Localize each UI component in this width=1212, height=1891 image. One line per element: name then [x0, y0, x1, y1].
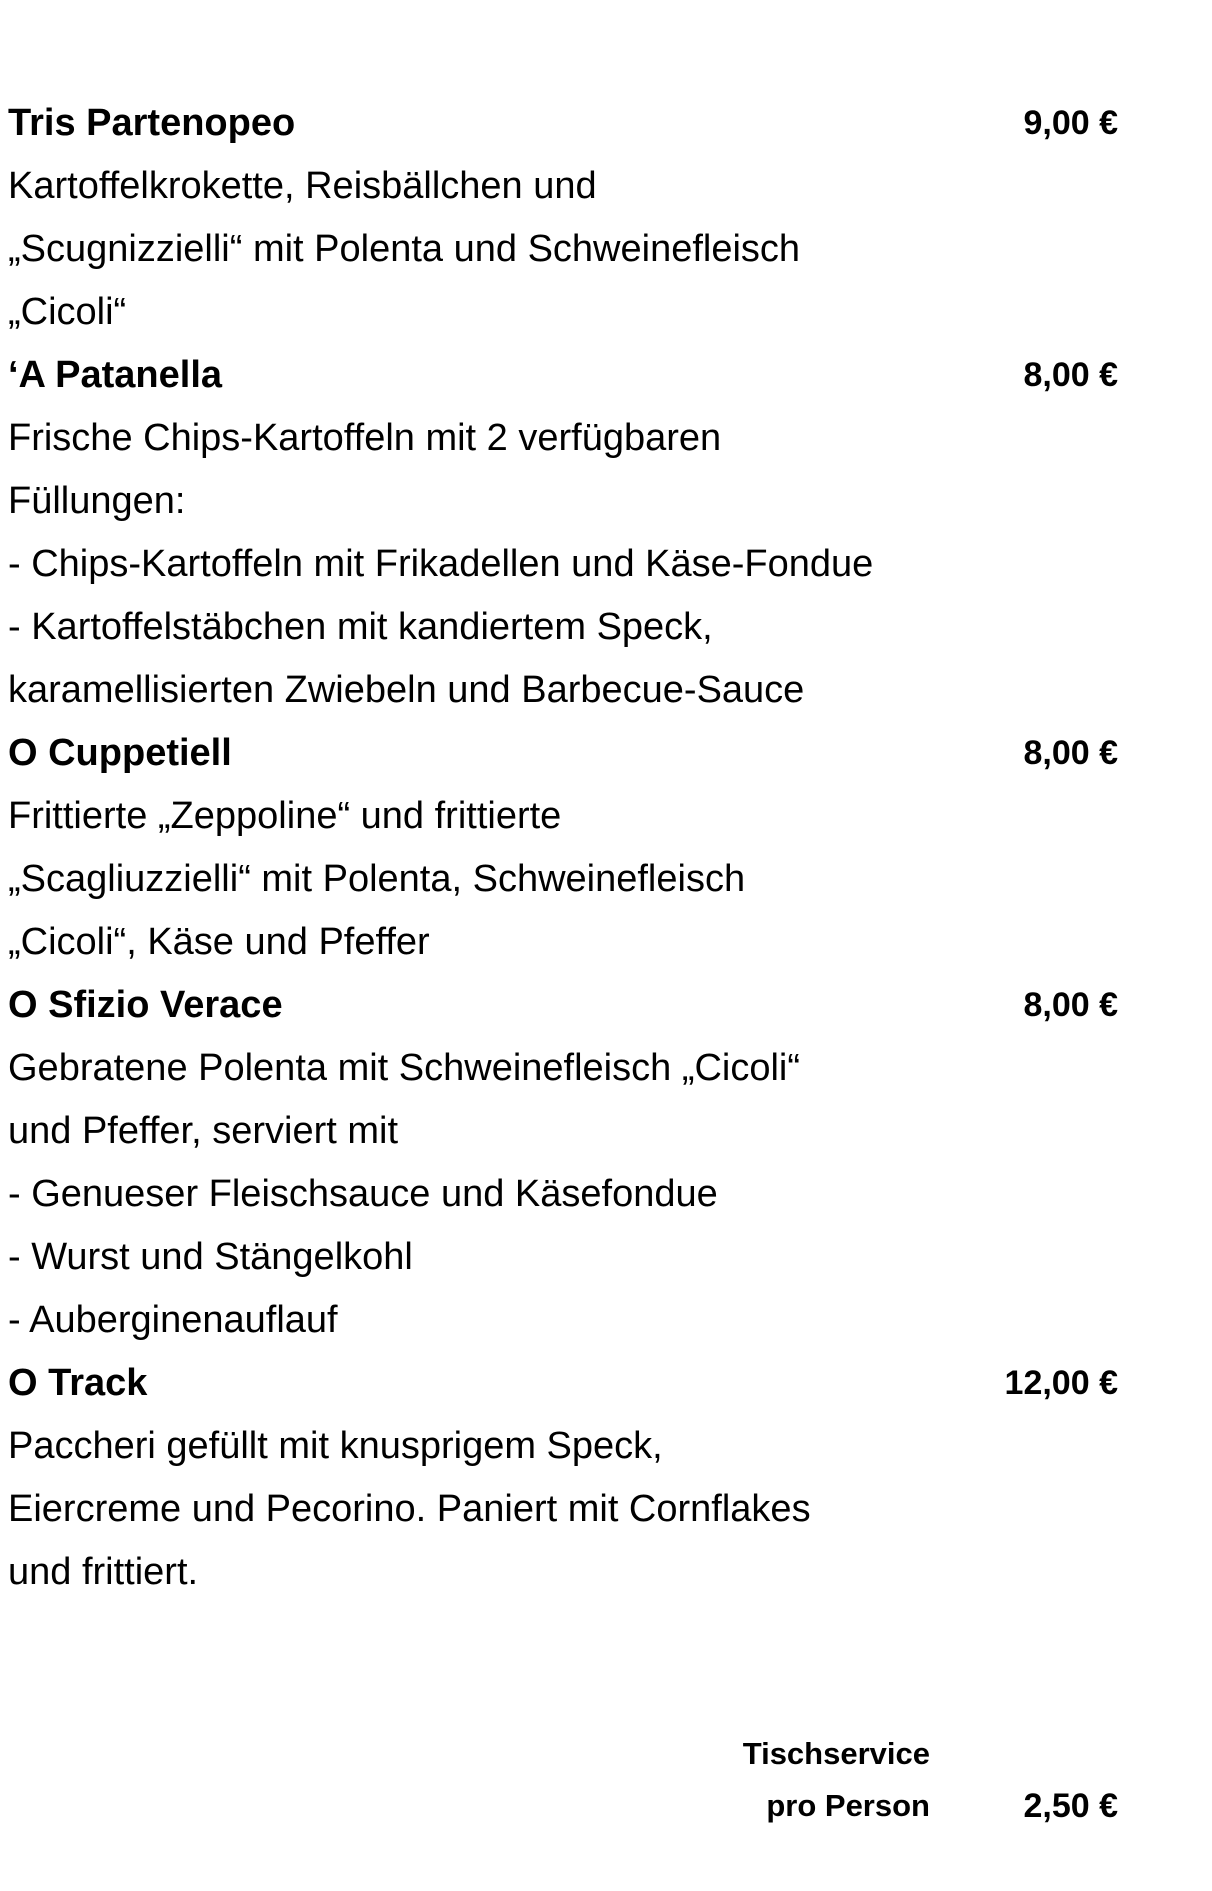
description-line: Eiercreme und Pecorino. Paniert mit Cornflakes	[8, 1488, 811, 1530]
menu-item-a-patanella	[8, 344, 1118, 722]
item-price: 8,00 €	[1023, 734, 1118, 772]
service-fee-label	[743, 1728, 930, 1832]
item-name: ‘A Patanella	[8, 354, 223, 396]
description-line: - Genueser Fleischsauce und Käsefondue	[8, 1173, 718, 1215]
service-label-line: pro Person	[766, 1788, 930, 1823]
description-line: und frittiert.	[8, 1551, 199, 1593]
description-line: Paccheri gefüllt mit knusprigem Speck,	[8, 1425, 663, 1467]
description-line: - Chips-Kartoffeln mit Frikadellen und Käse-Fondue	[8, 543, 874, 585]
menu-item-o-sfizio-verace	[8, 974, 1118, 1352]
item-description	[8, 407, 1118, 722]
item-name: O Cuppetiell	[8, 732, 232, 774]
service-label-line: Tischservice	[742, 1736, 930, 1771]
item-description	[8, 785, 1118, 974]
description-line: - Wurst und Stängelkohl	[8, 1236, 413, 1278]
description-line: Füllungen:	[8, 480, 186, 522]
table-service-fee	[700, 1728, 1118, 1838]
item-price: 8,00 €	[1023, 986, 1118, 1024]
description-line: „Cicoli“, Käse und Pfeffer	[8, 921, 430, 963]
description-line: und Pfeffer, serviert mit	[8, 1110, 399, 1152]
description-line: - Kartoffelstäbchen mit kandiertem Speck,	[8, 606, 713, 648]
item-description	[8, 1415, 1118, 1604]
item-price: 9,00 €	[1023, 104, 1118, 142]
service-fee-price: 2,50 €	[1023, 1787, 1118, 1825]
description-line: „Cicoli“	[8, 291, 127, 333]
item-name: O Sfizio Verace	[8, 984, 283, 1026]
description-line: Frittierte „Zeppoline“ und frittierte	[8, 795, 562, 837]
menu-item-tris-partenopeo	[8, 92, 1118, 344]
description-line: „Scugnizzielli“ mit Polenta und Schweinefleisch	[8, 228, 801, 270]
description-line: Frische Chips-Kartoffeln mit 2 verfügbaren	[8, 417, 722, 459]
menu-list	[8, 92, 1118, 1604]
description-line: Gebratene Polenta mit Schweinefleisch „Cicoli“	[8, 1047, 801, 1089]
item-name: O Track	[8, 1362, 148, 1404]
description-line: karamellisierten Zwiebeln und Barbecue-Sauce	[8, 669, 805, 711]
item-price: 8,00 €	[1023, 356, 1118, 394]
item-description	[8, 1037, 1118, 1352]
description-line: „Scagliuzzielli“ mit Polenta, Schweinefleisch	[8, 858, 746, 900]
menu-item-o-track	[8, 1352, 1118, 1604]
description-line: - Auberginenauflauf	[8, 1299, 338, 1341]
item-price: 12,00 €	[1004, 1364, 1118, 1402]
item-description	[8, 155, 1118, 344]
description-line: Kartoffelkrokette, Reisbällchen und	[8, 165, 597, 207]
menu-item-o-cuppetiell	[8, 722, 1118, 974]
item-name: Tris Partenopeo	[8, 102, 296, 144]
